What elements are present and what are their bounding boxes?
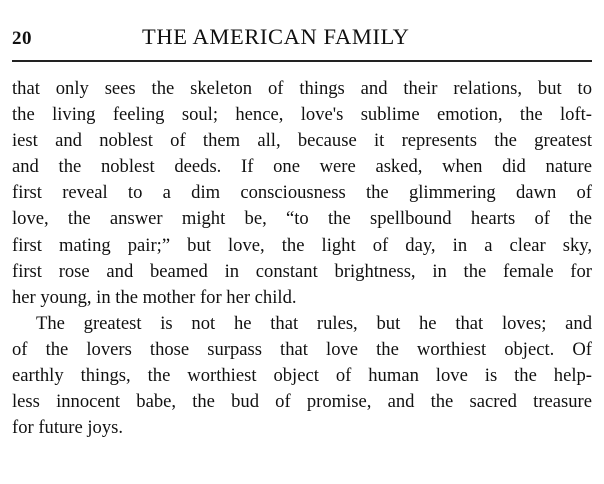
- text-line: first rose and beamed in constant brightness, in the female for: [12, 260, 592, 282]
- paragraph-end-line: her young, in the mother for her child.: [12, 286, 297, 308]
- text-line: and the noblest deeds. If one were asked, when did nature: [12, 156, 592, 178]
- text-line: of the lovers those surpass that love the worthiest object. Of: [12, 338, 592, 360]
- text-line: first reveal to a dim consciousness the glimmering dawn of: [12, 182, 592, 204]
- text-line: first mating pair;” but love, the light of day, in a clear sky,: [12, 234, 592, 256]
- text-line: that only sees the skeleton of things and their relations, but to: [12, 78, 592, 99]
- page-number: 20: [12, 28, 32, 49]
- text-line: less innocent babe, the bud of promise, and the sacred treasure: [12, 391, 592, 413]
- paragraph-start-line: The greatest is not he that rules, but he that loves; and: [36, 312, 592, 334]
- paragraph-end-line: for future joys.: [12, 417, 124, 439]
- page-header: [12, 22, 592, 52]
- text-line: love, the answer might be, “to the spellbound hearts of the: [12, 208, 592, 230]
- header-rule: [12, 60, 592, 62]
- body-text: [12, 76, 592, 441]
- text-line: earthly things, the worthiest object of human love is the help-: [12, 365, 592, 387]
- text-line: the living feeling soul; hence, love's sublime emotion, the loft-: [12, 104, 592, 126]
- running-head: THE AMERICAN FAMILY: [142, 24, 410, 49]
- text-line: iest and noblest of them all, because it represents the greatest: [12, 130, 592, 152]
